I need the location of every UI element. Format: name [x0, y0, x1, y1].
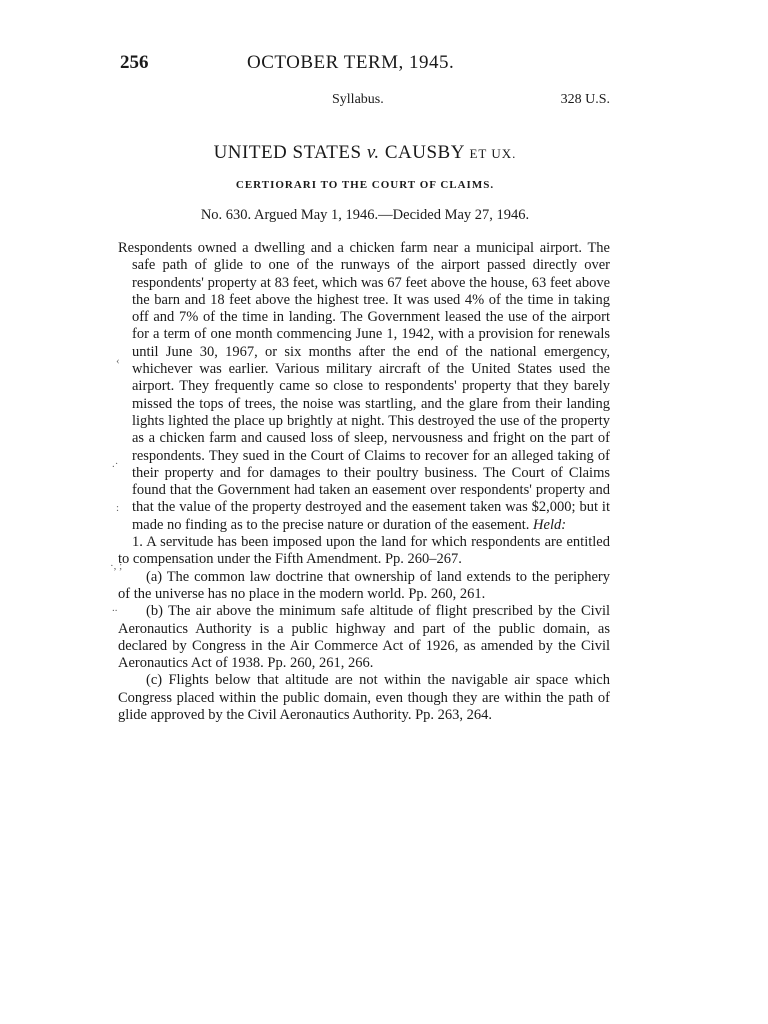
- scan-mark: ..: [112, 602, 118, 614]
- scan-mark: ‹: [116, 355, 120, 367]
- scan-mark: :: [116, 502, 120, 514]
- docket-line: No. 630. Argued May 1, 1946.—Decided May 27, 1946.: [200, 207, 530, 223]
- section-label: Syllabus.: [332, 92, 384, 107]
- term-heading: OCTOBER TERM, 1945.: [247, 52, 455, 73]
- syllabus-paragraph-facts: [118, 240, 610, 534]
- scan-mark: ·, ;: [110, 560, 123, 572]
- case-title-versus: v.: [366, 142, 380, 163]
- holding-point-b: (b) The air above the minimum safe altitude of flight prescribed by the Civil Aeronautics Authority is a public highway and part of the public domain, as declared by Congress in the Air Commerce Act of 1926, as amended by the Civil Aeronautics Act of 1938. Pp. 260, 261, 266.: [118, 603, 610, 672]
- subhead: [120, 92, 610, 112]
- holding-point-1: 1. A servitude has been imposed upon the land for which respondents are entitled to compensation under the Fifth Amendment. Pp. 260–267.: [118, 534, 610, 568]
- case-title-part1: UNITED STATES: [213, 142, 367, 163]
- page-number: 256: [120, 52, 149, 73]
- volume-label: 328 U.S.: [560, 92, 610, 107]
- syllabus-body: [118, 240, 610, 724]
- held-label: Held:: [533, 516, 567, 533]
- case-title-part2: CAUSBY: [379, 142, 470, 163]
- running-head: [120, 52, 610, 80]
- case-title-etux: ET UX.: [469, 146, 517, 161]
- holding-point-a: (a) The common law doctrine that ownership of land extends to the periphery of the universe has no place in the modern world. Pp. 260, 261.: [118, 568, 610, 602]
- case-title: [120, 142, 610, 164]
- holding-point-c: (c) Flights below that altitude are not within the navigable air space which Congress placed within the public domain, even though they are within the path of glide approved by the Civil Aeronautics Authority. Pp. 263, 264.: [118, 672, 610, 724]
- scan-mark: .·: [112, 458, 119, 470]
- facts-text: Respondents owned a dwelling and a chicken farm near a municipal airport. The safe path of glide to one of the runways of the airport passed directly over respondents' property at 83 feet, which was 67 feet above the house, 63 feet above the barn and 18 feet above the highest tree. It was used 4% of the time in taking off and 7% of the time in landing. The Government leased the use of the airport for a term of one month commencing June 1, 1942, with a provision for renewals until June 30, 1967, or six months after the end of the national emergency, whichever was earlier. Various military aircraft of the United States used the airport. They frequently came so close to respondents' property that they barely missed the tops of trees, the noise was startling, and the glare from their landing lights lighted the place up brightly at night. This destroyed the use of the property as a chicken farm and caused loss of sleep, nervousness and fright on the part of respondents. They sued in the Court of Claims to recover for an alleged taking of their property and for damages to their poultry business. The Court of Claims found that the Government had taken an easement over respondents' property and that the value of the property destroyed and the easement taken was $2,000; but it made no finding as to the precise nature or duration of the easement.: [118, 240, 610, 533]
- certiorari-line: CERTIORARI TO THE COURT OF CLAIMS.: [235, 179, 495, 191]
